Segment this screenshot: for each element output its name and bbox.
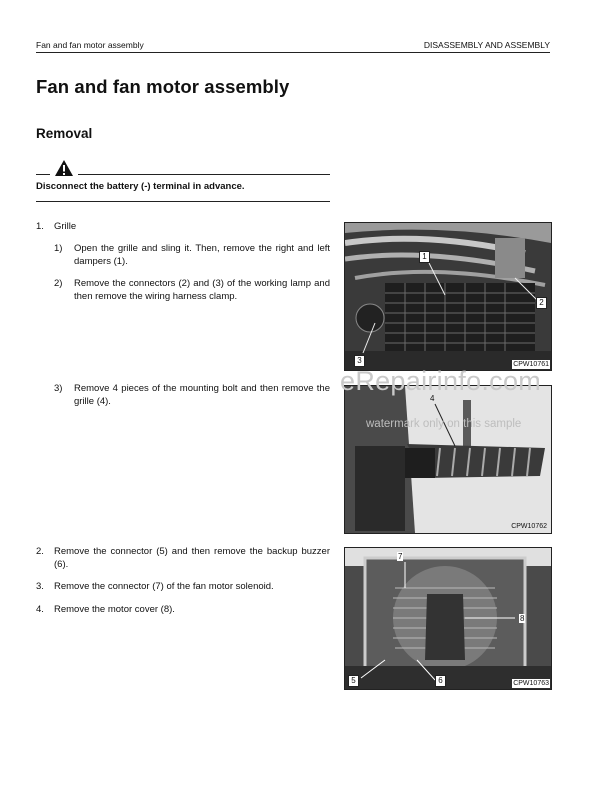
callout-label: 8 — [520, 614, 525, 623]
step-text: Remove the connector (7) of the fan motor solenoid. — [54, 581, 274, 592]
running-header-right: DISASSEMBLY AND ASSEMBLY — [423, 40, 550, 50]
substep-text: Remove the connectors (2) and (3) of the working lamp and then remove the wiring harness clamp. — [74, 278, 330, 302]
step-text: Remove the connector (5) and then remove the backup buzzer (6). — [54, 546, 330, 570]
step-text: Remove the motor cover (8). — [54, 604, 175, 615]
section-title: Removal — [36, 126, 93, 141]
step-number: 4. — [36, 604, 44, 615]
watermark-text: eRepairinfo.com — [340, 366, 542, 396]
substep-number: 2) — [54, 278, 63, 289]
callout-label: 6 — [435, 675, 446, 687]
fan-motor-cover-photo — [344, 547, 552, 690]
substep-text: Remove 4 pieces of the mounting bolt and then remove the grille (4). — [74, 383, 330, 407]
step-number: 3. — [36, 581, 44, 592]
step-number: 2. — [36, 546, 44, 557]
callout-label: 7 — [398, 552, 403, 561]
watermark-subtext: watermark only on this sample — [366, 418, 522, 430]
running-header-left: Fan and fan motor assembly — [36, 40, 144, 50]
substep-number: 3) — [54, 383, 63, 394]
figure-code: CPW10763 — [513, 680, 549, 687]
substep-text: Open the grille and sling it. Then, remove the right and left dampers (1). — [74, 243, 330, 267]
page-title: Fan and fan motor assembly — [36, 76, 290, 97]
step-label: Grille — [54, 221, 77, 232]
header-rule — [36, 52, 550, 53]
figure-code: CPW10761 — [513, 361, 549, 368]
grille-removal-photo — [344, 385, 552, 534]
warning-rule-right — [78, 174, 330, 175]
step-number: 1. — [36, 221, 44, 232]
callout-label: 5 — [348, 675, 359, 687]
warning-bottom-rule — [36, 201, 330, 202]
grille-photo — [344, 222, 552, 371]
warning-triangle-icon — [54, 159, 74, 177]
callout-label: 2 — [536, 297, 547, 309]
figure-code: CPW10762 — [511, 523, 547, 530]
substep-number: 1) — [54, 243, 63, 254]
warning-text: Disconnect the battery (-) terminal in advance. — [36, 181, 245, 192]
warning-rule-left — [36, 174, 50, 175]
callout-label: 1 — [419, 251, 430, 263]
callout-label: 4 — [430, 394, 435, 403]
callout-label: 3 — [354, 355, 365, 367]
